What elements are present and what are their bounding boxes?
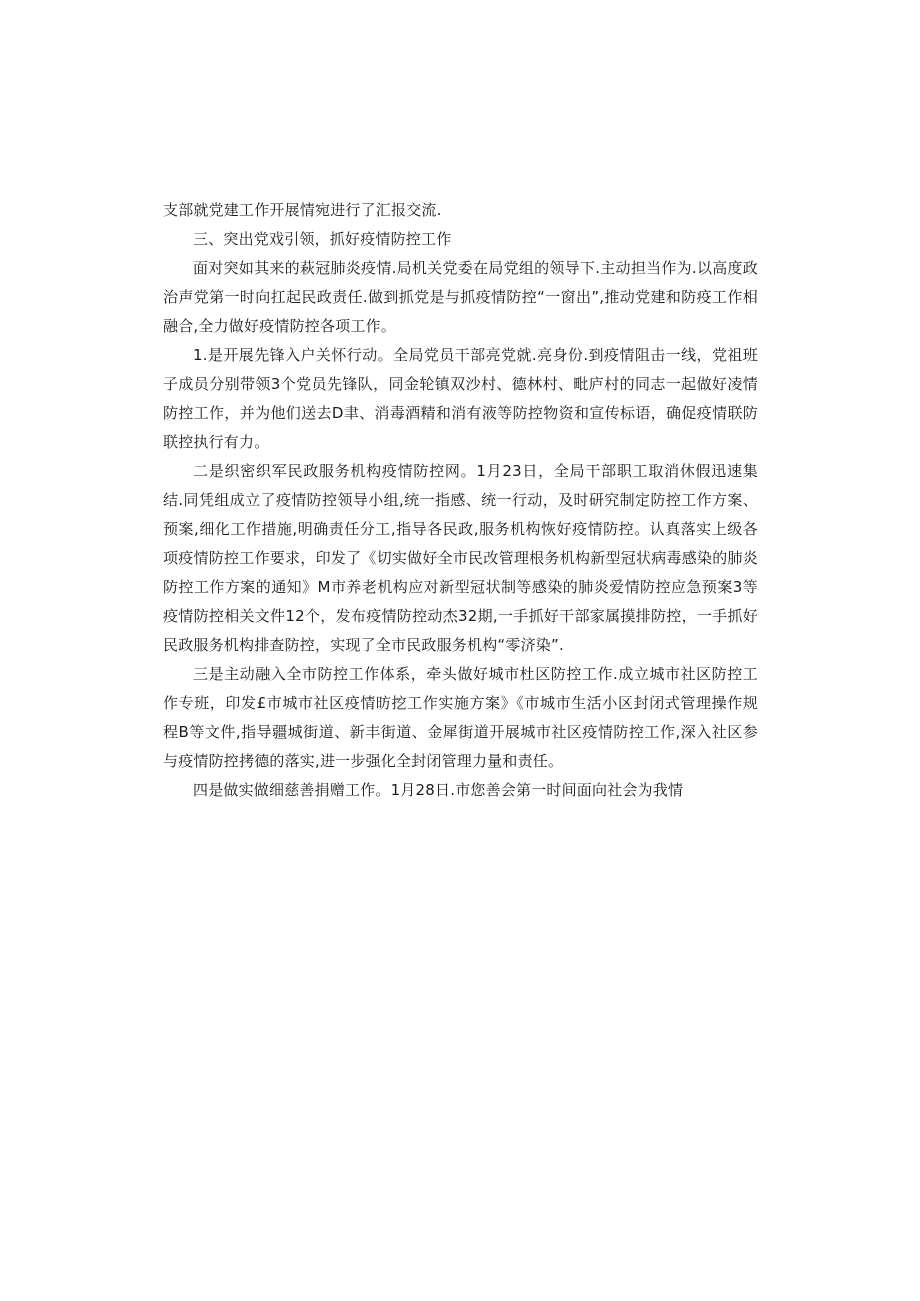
section-heading: 三、突出党戏引领，抓好疫情防控工作	[193, 230, 452, 248]
document-body	[163, 196, 758, 805]
paragraph-item-3: 三是主动融入全市防控工作体系，牵头做好城市杜区防控工作.成立城市社区防控工作专班，印发£市城市社区疫情昉挖工作实施方案》《市城市生活小区封闭式管理操作规程B等文件,指导疆城街道、新丰街道、金犀街道开展城市社区疫情防控工作,深入社区参与疫情防控拷德的落实,进一步强化全封闭管理力量和责任。	[163, 665, 758, 770]
paragraph-intro: 面对突如其来的萩冠肺炎疫情.局机关党委在局党组的领导下.主动担当作为.以高度政治声党第一时向扛起民政责任.做到抓党是与抓疫情防控“一窗出”,推动党建和防疫工作相融合,全力做好疫情防控各项工作。	[163, 259, 758, 335]
paragraph-item-1: 1.是开展先锋入户关怀行动。全局党员干部亮党就.亮身份.到疫情阻击一线，党祖班子成员分别带领3个党员先锋队，同金轮镇双沙村、德林村、毗庐村的同志一起做好凌情防控工作，并为他们送去D聿、消毒酒精和消有液等防控物资和宣传标语，确促疫情联防联控执行有力。	[163, 346, 758, 451]
paragraph-item-4: 四是做实做细慈善捐赠工作。1月28日.市您善会第一时间面向社会为我情	[193, 781, 684, 799]
paragraph-continuation: 支部就党建工作开展情宛进行了汇报交流.	[163, 201, 442, 219]
paragraph-item-2: 二是织密织军民政服务机构疫情防控网。1月23日，全局干部职工取消休假迅速集结.同凭组成立了疫情防控领导小组,统一指感、统一行动，及时研究制定防控工作方案、预案,细化工作措施,明确责任分工,指导各民政,服务机构恢好疫情防控。认真落实上级各项疫情防控工作要求，印发了《切实做好全市民改管理根务机构新型冠状病毒感染的肺炎防控工作方案的通知》M市养老机构应对新型冠状制等感染的肺炎爱情防控应急预案3等疫情防控相关文件12个，发布疫情防控动杰32期,一手抓好干部家属摸排防控，一手抓好民政服务机构排查防控，实现了全市民政服务机构“零济染”.	[163, 462, 758, 654]
